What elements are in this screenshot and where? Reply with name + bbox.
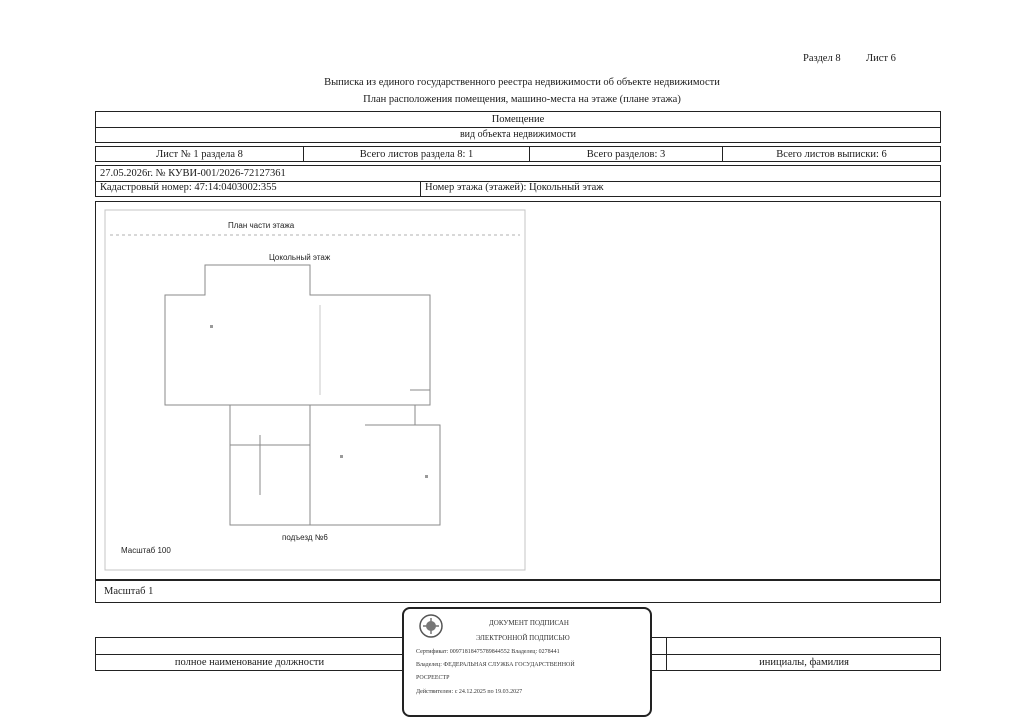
total-sheets-section: Всего листов раздела 8: 1	[359, 148, 474, 160]
sheets-row	[95, 146, 941, 162]
record-number-row	[95, 165, 941, 182]
scale-row	[95, 580, 941, 603]
stamp-line-4: Владелец: ФЕДЕРАЛЬНАЯ СЛУЖБА ГОСУДАРСТВЕННОЙ	[416, 662, 575, 668]
total-sections: Всего разделов: 3	[586, 148, 666, 160]
object-type: Помещение	[491, 114, 545, 125]
floor-number: Номер этажа (этажей): Цокольный этаж	[425, 182, 604, 193]
section-label: Раздел 8	[803, 53, 841, 64]
plan-entrance: подъезд №6	[282, 533, 328, 542]
object-type-row	[95, 111, 941, 128]
total-sheets-extract: Всего листов выписки: 6	[776, 148, 887, 160]
initials-caption: инициалы, фамилия	[759, 657, 849, 668]
cadastral-row	[95, 181, 941, 197]
stamp-line-1: ДОКУМЕНТ ПОДПИСАН	[489, 619, 569, 627]
stamp-line-5: РОСРЕЕСТР	[416, 675, 450, 681]
object-type-caption-row	[95, 127, 941, 143]
sheet-label: Лист 6	[866, 53, 896, 64]
document-subtitle: План расположения помещения, машино-места на этаже (плане этажа)	[363, 94, 681, 105]
plan-floor-title: Цокольный этаж	[269, 253, 331, 262]
object-type-caption: вид объекта недвижимости	[459, 129, 577, 140]
position-caption: полное наименование должности	[174, 657, 325, 668]
sheet-of-section: Лист № 1 раздела 8	[156, 148, 243, 160]
plan-scale: Масштаб 100	[121, 546, 171, 555]
stamp-line-6: Действителен: с 24.12.2025 по 19.03.2027	[416, 689, 523, 695]
emblem-icon	[418, 613, 444, 639]
stamp-line-3: Сертификат: 00971818475789844552 Владелец: 0278441	[416, 649, 560, 655]
cadastral-number: Кадастровый номер: 47:14:0403002:355	[100, 182, 277, 193]
plan-part-title: План части этажа	[228, 221, 295, 230]
document-title: Выписка из единого государственного реестра недвижимости об объекте недвижимости	[324, 77, 720, 88]
record-date-number: 27.05.2026г. № КУВИ-001/2026-72127361	[100, 168, 286, 179]
electronic-signature-stamp	[402, 607, 652, 717]
stamp-line-2: ЭЛЕКТРОННОЙ ПОДПИСЬЮ	[476, 634, 570, 642]
scale-value: Масштаб 1	[104, 586, 154, 597]
